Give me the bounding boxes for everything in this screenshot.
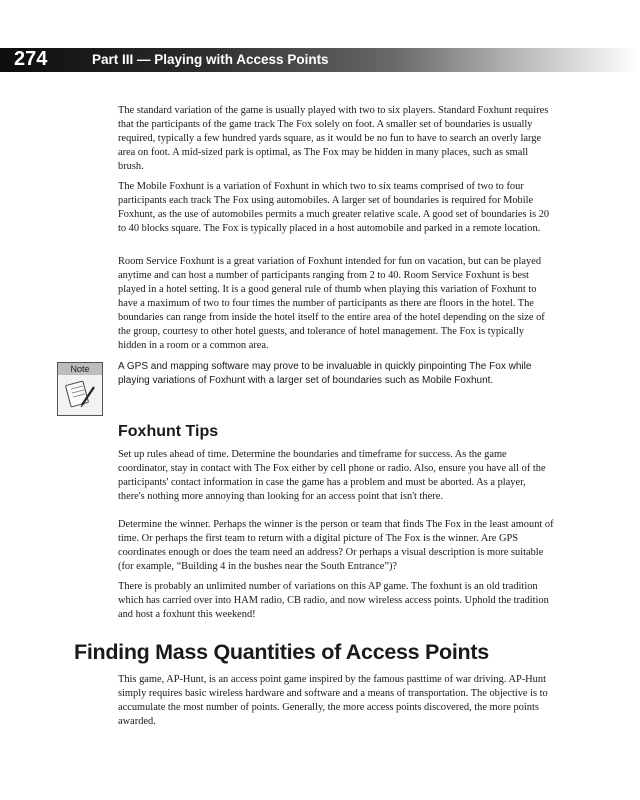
note-text: A GPS and mapping software may prove to be invaluable in quickly pinpointing The Fox while playing variations of Foxhunt with a larger set of boundaries such as Mobile Foxhunt. (118, 361, 532, 386)
paragraph-ap-hunt: This game, AP-Hunt, is an access point game inspired by the famous pasttime of war driving. AP-Hunt simply requires basic wireless hardware and software and a means of transportation. The objective is to accumulate the most number of points. Generally, the more access points discovered, the more points awarded. (118, 674, 548, 727)
paragraph-standard-foxhunt: The standard variation of the game is usually played with two to six players. Standard Foxhunt requires that the participants of the game track The Fox solely on foot. A smaller set of boundaries is usually required, typically a few hundred yards square, as it would be no fun to have to search an overly large area on foot. A mid-sized park is optimal, as The Fox may be hidden in many places, such as small brush. (118, 105, 549, 172)
paragraph-tips-winner: Determine the winner. Perhaps the winner is the person or team that finds The Fox in the least amount of time. Or perhaps the first team to return with a digital picture of The Fox is the winner. Are GPS coordinates enough or does the team need an address? Or perhaps a visual description is more suitable (for example, “Building 4 in the bushes near the South Entrance”)? (118, 519, 554, 572)
paragraph-tips-variations: There is probably an unlimited number of variations on this AP game. The foxhunt is an old tradition which has carried over into HAM radio, CB radio, and now wireless access points. Uphold the tradition and host a foxhunt this weekend! (118, 581, 549, 620)
note-label: Note (58, 363, 102, 375)
notepad-pen-icon (62, 377, 98, 411)
paragraph-room-service-foxhunt: Room Service Foxhunt is a great variation of Foxhunt intended for fun on vacation, but can be played anytime and can host a number of participants ranging from 2 to 40. Room Service Foxhunt is best played in a hotel setting. It is a good general rule of thumb when playing this variation of Foxhunt to have a maximum of two to four times the number of participants as there are floors in the hotel. The boundaries can range from inside the hotel itself to the entire area of the hotel depending on the size of the group, courtesy to other hotel guests, and tolerance of hotel management. The Fox is typically hidden in a room or a common area. (118, 256, 545, 351)
heading-foxhunt-tips: Foxhunt Tips (118, 423, 219, 440)
heading-finding-mass-quantities: Finding Mass Quantities of Access Points (74, 640, 489, 664)
note-icon (57, 362, 103, 416)
paragraph-mobile-foxhunt: The Mobile Foxhunt is a variation of Foxhunt in which two to six teams comprised of two to four participants each track The Fox using automobiles. A larger set of boundaries is required for Mobile Foxhunt, as the use of automobiles permits a much greater relative scale. A good set of boundaries is 20 to 40 blocks square. The Fox is typically placed in a host automobile and parked in a remote location. (118, 181, 550, 234)
page-number: 274 (14, 48, 48, 70)
paragraph-tips-rules: Set up rules ahead of time. Determine the boundaries and timeframe for success. As the game coordinator, stay in contact with The Fox either by cell phone or radio. Also, ensure you have all of the participants' contact information in case the game has a problem and must be aborted. As a player, there's nothing more annoying than looking for an access point that isn't there. (118, 449, 546, 502)
running-header-title: Part III — Playing with Access Points (92, 52, 329, 67)
